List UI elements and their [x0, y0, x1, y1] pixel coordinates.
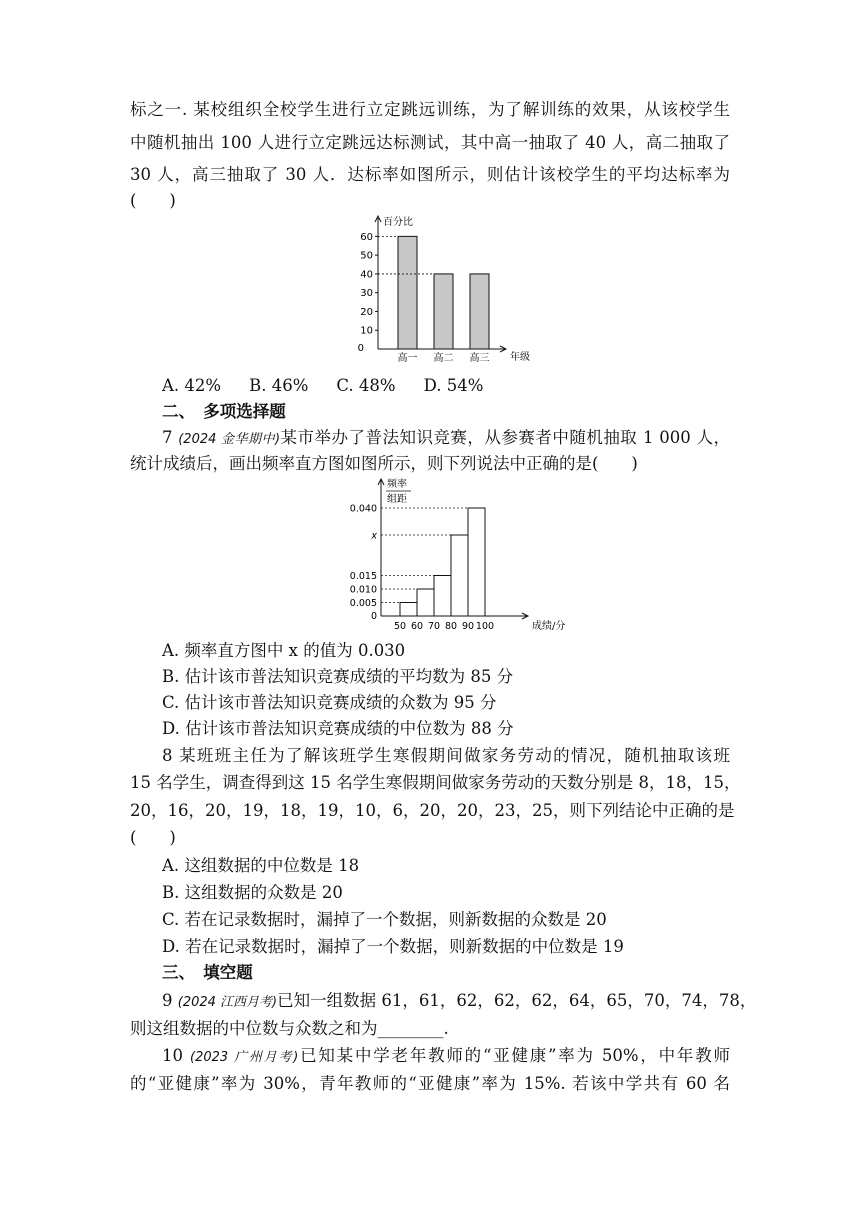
y-tick-label: 0.010: [349, 584, 377, 596]
x-tick-label: 70: [427, 621, 441, 632]
y-tick-label: x: [371, 530, 377, 542]
y-tick-label: 40: [360, 269, 373, 281]
q9-number: 9: [162, 991, 173, 1010]
q7-line-1-text: 某市举办了普法知识竞赛，从参赛者中随机抽取 1 000 人，: [280, 428, 730, 447]
q7-source-tag: (2024 金华期中): [178, 432, 281, 447]
x-tick-label: 高二: [433, 353, 454, 364]
y-axis-label-denominator: 组距: [387, 494, 407, 505]
y-tick-label: 0.040: [349, 503, 377, 515]
y-tick-label: 0.005: [349, 598, 377, 609]
q7-option-c[interactable]: C. 估计该市普法知识竞赛成绩的众数为 95 分: [162, 693, 497, 712]
x-tick-label: 高三: [469, 353, 490, 364]
bar-高二: [434, 274, 453, 349]
q9-line-1-text: 已知一组数据 61，61，62，62，62，64，65，70，74，78，: [277, 991, 757, 1010]
x-tick-label: 高一: [397, 353, 418, 364]
q7-option-a[interactable]: A. 频率直方图中 x 的值为 0.030: [162, 641, 406, 660]
x-axis-label: 年级: [510, 352, 530, 363]
x-tick-label: 100: [475, 621, 495, 632]
x-tick-label: 80: [444, 621, 458, 632]
bar-高三: [470, 274, 489, 349]
q8-option-a[interactable]: A. 这组数据的中位数是 18: [162, 856, 360, 875]
y-tick-label: 30: [360, 288, 373, 300]
q7-line-1: [162, 428, 730, 450]
y-tick-label: 10: [360, 325, 373, 337]
histogram-bar-60-70: [417, 589, 434, 616]
x-tick-label: 90: [461, 621, 475, 632]
histogram-bar-50-60: [400, 603, 417, 617]
q7-line-2: 统计成绩后，画出频率直方图如图所示，则下列说法中正确的是( ): [130, 454, 638, 473]
section-multiple-choice-heading: 二、 多项选择题: [162, 402, 286, 421]
q10-line-2: 的“亚健康”率为 30%，青年教师的“亚健康”率为 15%. 若该中学共有 60 名: [130, 1074, 730, 1093]
q6-line-1: 标之一. 某校组织全校学生进行立定跳远训练，为了解训练的效果，从该校学生: [130, 100, 730, 119]
x-axis-label: 成绩/分: [532, 621, 566, 632]
y-axis-label: 百分比: [383, 217, 413, 228]
q10-source-tag: (2023 广州月考): [190, 1050, 299, 1065]
histogram-bar-90-100: [468, 508, 485, 616]
q6-line-4: ( ): [130, 191, 176, 210]
q8-option-d[interactable]: D. 若在记录数据时，漏掉了一个数据，则新数据的中位数是 19: [162, 937, 624, 956]
bar-高一: [398, 236, 417, 349]
chart-grade-pass-rate: [348, 212, 548, 370]
q7-option-b[interactable]: B. 估计该市普法知识竞赛成绩的平均数为 85 分: [162, 667, 514, 686]
q10-number: 10: [162, 1046, 183, 1065]
q7-number: 7: [162, 428, 173, 447]
x-tick-label: 50: [393, 621, 407, 632]
y-tick-label: 20: [360, 306, 373, 318]
q8-line-4: ( ): [130, 828, 176, 847]
q8-option-c[interactable]: C. 若在记录数据时，漏掉了一个数据，则新数据的众数是 20: [162, 910, 607, 929]
y-tick-label: 50: [360, 250, 373, 262]
q6-line-2: 中随机抽出 100 人进行立定跳远达标测试，其中高一抽取了 40 人，高二抽取了: [130, 133, 730, 152]
q7-option-d[interactable]: D. 估计该市普法知识竞赛成绩的中位数为 88 分: [162, 719, 514, 738]
y-tick-label: 60: [360, 231, 373, 243]
chart-score-histogram: [330, 476, 566, 636]
y-axis-label-numerator: 频率: [387, 479, 407, 490]
histogram-bar-70-80: [434, 576, 451, 617]
q6-line-3: 30 人，高三抽取了 30 人．达标率如图所示，则估计该校学生的平均达标率为: [130, 165, 730, 184]
q8-option-b[interactable]: B. 这组数据的众数是 20: [162, 883, 343, 902]
q9-source-tag: (2024 江西月考): [177, 995, 278, 1010]
y-tick-label: 0: [357, 343, 364, 354]
section-fill-in-heading: 三、 填空题: [162, 963, 253, 982]
q6-option-d[interactable]: D. 54%: [423, 376, 484, 395]
q10-line-1: [162, 1046, 730, 1068]
q6-option-c[interactable]: C. 48%: [336, 376, 396, 395]
q8-line-3: 20，16，20，19，18，19，10，6，20，20，23，25，则下列结论中正确的是: [130, 801, 735, 820]
q6-option-b[interactable]: B. 46%: [249, 376, 309, 395]
q10-line-1-text: 已知某中学老年教师的“亚健康”率为 50%，中年教师: [298, 1046, 730, 1065]
q8-line-2: 15 名学生，调查得到这 15 名学生寒假期间做家务劳动的天数分别是 8，18，15，: [130, 773, 741, 792]
histogram-bar-80-90: [451, 535, 468, 616]
q8-line-1: 8 某班班主任为了解该班学生寒假期间做家务劳动的情况，随机抽取该班: [162, 746, 730, 765]
q9-line-1: [162, 991, 757, 1013]
q6-options: [162, 376, 762, 396]
q9-line-2: 则这组数据的中位数与众数之和为________.: [130, 1019, 449, 1038]
q6-option-a[interactable]: A. 42%: [162, 376, 222, 395]
y-tick-label: 0: [370, 611, 377, 622]
y-tick-label: 0.015: [349, 571, 377, 582]
x-tick-label: 60: [410, 621, 424, 632]
